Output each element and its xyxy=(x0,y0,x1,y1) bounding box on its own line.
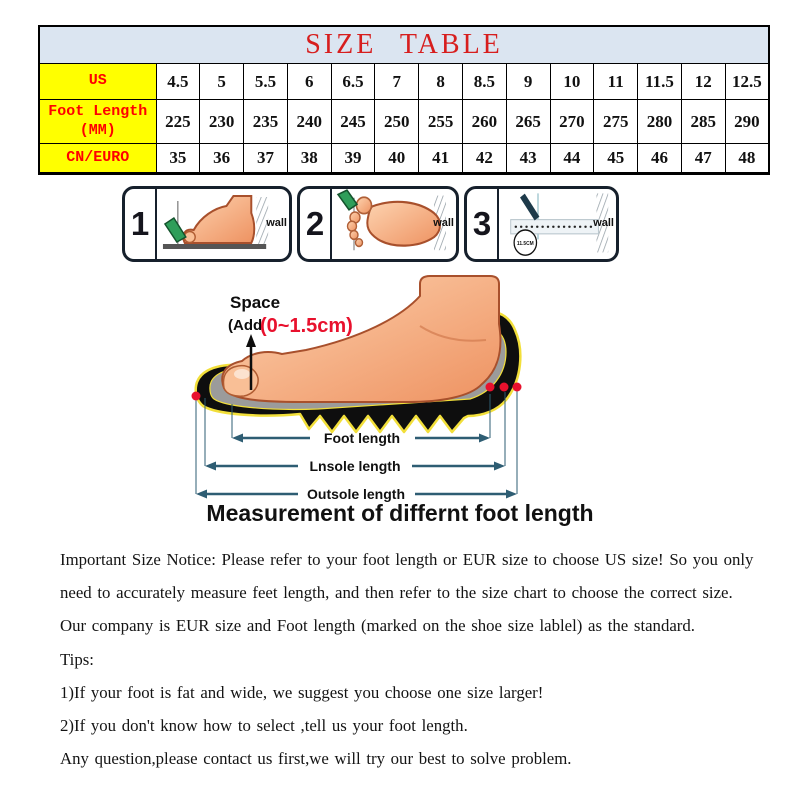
row-label: Foot Length (MM) xyxy=(39,100,156,144)
size-cell: 6 xyxy=(287,64,331,100)
foot-sole xyxy=(367,202,440,246)
size-cell: 45 xyxy=(594,144,638,174)
size-cell: 265 xyxy=(506,100,550,144)
size-cell: 9 xyxy=(506,64,550,100)
foot-length-label: Foot length xyxy=(323,430,401,446)
size-cell: 245 xyxy=(331,100,375,144)
diagram-caption: Measurement of differnt foot length xyxy=(206,500,594,526)
size-cell: 4.5 xyxy=(156,64,200,100)
step-1-box xyxy=(122,186,292,262)
size-cell: 40 xyxy=(375,144,419,174)
insole-length-label: Lnsole length xyxy=(309,458,401,474)
size-cell: 6.5 xyxy=(331,64,375,100)
size-cell: 235 xyxy=(244,100,288,144)
notice-line: Tips: xyxy=(60,649,94,669)
size-cell: 275 xyxy=(594,100,638,144)
notice-line: Important Size Notice: Please refer to your foot length or EUR size to choose US size! So you only xyxy=(60,550,754,569)
size-cell: 225 xyxy=(156,100,200,144)
size-cell: 5.5 xyxy=(244,64,288,100)
size-cell: 260 xyxy=(462,100,506,144)
row-label: US xyxy=(39,64,156,100)
size-cell: 47 xyxy=(681,144,725,174)
size-cell: 37 xyxy=(244,144,288,174)
notice-line: Our company is EUR size and Foot length (marked on the shoe size lablel) as the standard. xyxy=(60,616,695,636)
size-cell: 290 xyxy=(725,100,769,144)
ruler-length-label: 11.5CM xyxy=(516,240,534,247)
size-table-row xyxy=(39,100,769,144)
notice-line: 1)If your foot is fat and wide, we suggest you choose one size larger! xyxy=(60,682,544,702)
size-cell: 8 xyxy=(419,64,463,100)
size-cell: 7 xyxy=(375,64,419,100)
floor xyxy=(163,244,266,249)
step-2-number: 2 xyxy=(300,189,332,259)
size-cell: 46 xyxy=(638,144,682,174)
space-label: Space xyxy=(230,293,281,312)
step-1-illustration xyxy=(157,189,289,259)
size-cell: 44 xyxy=(550,144,594,174)
space-value-label: (0~1.5cm) xyxy=(260,315,353,337)
size-cell: 230 xyxy=(200,100,244,144)
size-cell: 36 xyxy=(200,144,244,174)
size-cell: 48 xyxy=(725,144,769,174)
size-cell: 43 xyxy=(506,144,550,174)
size-cell: 35 xyxy=(156,144,200,174)
wall-label: wall xyxy=(433,217,454,229)
size-cell: 5 xyxy=(200,64,244,100)
size-table xyxy=(38,25,770,175)
size-cell: 38 xyxy=(287,144,331,174)
size-cell: 39 xyxy=(331,144,375,174)
measurement-steps xyxy=(122,186,619,262)
size-notice-text xyxy=(60,543,760,775)
step-2-illustration xyxy=(332,189,456,259)
marker-pen xyxy=(338,190,357,210)
step-3-number: 3 xyxy=(467,189,499,259)
size-cell: 280 xyxy=(638,100,682,144)
size-cell: 41 xyxy=(419,144,463,174)
wall-label: wall xyxy=(266,217,287,229)
step-3-box xyxy=(464,186,619,262)
marker-pen xyxy=(165,218,186,242)
size-cell: 42 xyxy=(462,144,506,174)
row-label: CN/EURO xyxy=(39,144,156,174)
notice-line: Any question,please contact us first,we will try our best to solve problem. xyxy=(60,749,572,769)
size-cell: 10 xyxy=(550,64,594,100)
step-1-number: 1 xyxy=(125,189,157,259)
size-table-title: SIZE TABLE xyxy=(39,26,769,64)
space-add-label: (Add xyxy=(228,317,263,334)
step-2-box xyxy=(297,186,459,262)
foot-length-diagram xyxy=(168,266,568,536)
size-cell: 285 xyxy=(681,100,725,144)
up-arrow-icon xyxy=(246,334,256,347)
size-cell: 11.5 xyxy=(638,64,682,100)
size-table-row xyxy=(39,144,769,174)
outsole-length-label: Outsole length xyxy=(307,486,405,502)
marker-pen xyxy=(522,196,537,219)
size-cell: 255 xyxy=(419,100,463,144)
insole-length-arrow xyxy=(205,458,505,474)
size-cell: 240 xyxy=(287,100,331,144)
wall-label: wall xyxy=(593,217,614,229)
notice-line: 2)If you don't know how to select ,tell us your foot length. xyxy=(60,716,468,736)
size-cell: 270 xyxy=(550,100,594,144)
notice-line: need to accurately measure feet length, and then refer to the size chart to choose the correct size. xyxy=(60,583,733,603)
step-3-illustration xyxy=(499,189,616,259)
size-cell: 11 xyxy=(594,64,638,100)
size-cell: 12 xyxy=(681,64,725,100)
size-table-row xyxy=(39,64,769,100)
size-cell: 250 xyxy=(375,100,419,144)
size-cell: 12.5 xyxy=(725,64,769,100)
size-cell: 8.5 xyxy=(462,64,506,100)
